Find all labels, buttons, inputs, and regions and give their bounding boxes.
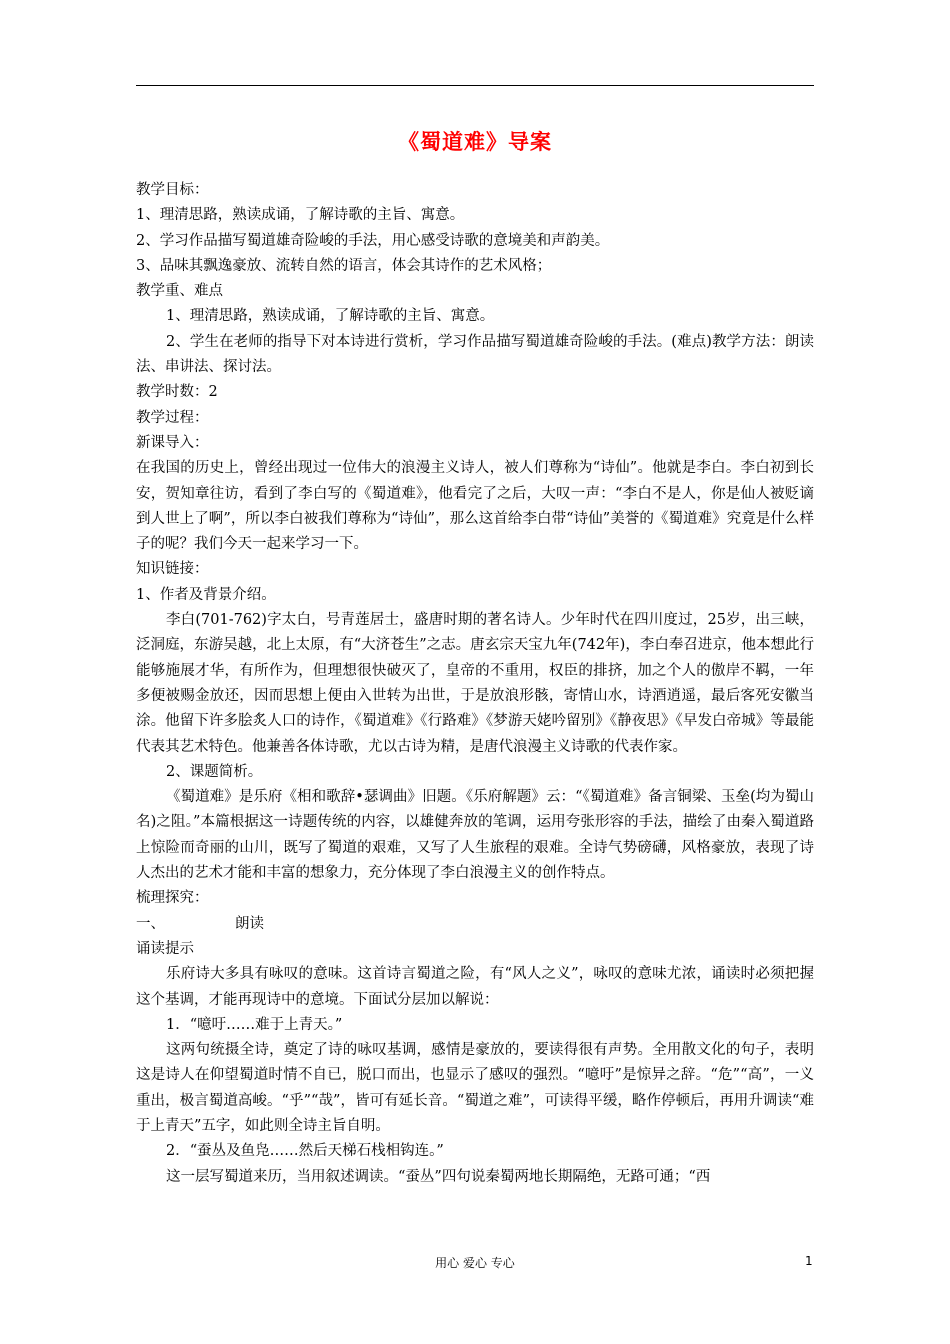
teaching-hours: 教学时数：2	[136, 384, 218, 401]
reading-point-2: 2．“蚕丛及鱼凫……然后天梯石栈相钩连。”	[166, 1143, 444, 1160]
knowledge-item-1: 1、作者及背景介绍。	[136, 586, 276, 603]
header-rule	[136, 85, 814, 86]
title-analysis-paragraph: 《蜀道难》是乐府《相和歌辞•瑟调曲》旧题。《乐府解题》云：“《蜀道难》备言铜梁、玉垒(均为蜀山名)之阻。”本篇根据这一诗题传统的内容，以雄健奔放的笔调，运用夸张形容的手法，描绘了由秦入蜀道路上惊险而奇丽的山川，既写了蜀道的艰难，又写了人生旅程的艰难。全诗气势磅礴，风格豪放，表现了诗人杰出的艺术才能和丰富的想象力，充分体现了李白浪漫主义的创作特点。	[136, 789, 814, 882]
section-heading-intro: 新课导入：	[136, 434, 209, 451]
author-paragraph: 李白(701-762)字太白，号青莲居士，盛唐时期的著名诗人。少年时代在四川度过，25岁，出三峡，泛洞庭，东游吴越，北上太原，有“大济苍生”之志。唐玄宗天宝九年(742年)，李白奉召进京，他本想此行能够施展才华，有所作为，但理想很快破灭了，皇帝的不重用，权臣的排挤，加之个人的傲岸不羁，一年多便被赐金放还，因而思想上便由入世转为出世，于是放浪形骸，寄情山水，诗酒逍遥，最后客死安徽当涂。他留下许多脍炙人口的诗作，《蜀道难》《行路难》《梦游天姥吟留别》《静夜思》《早发白帝城》等最能代表其艺术特色。他兼善各体诗歌，尤以古诗为精，是唐代浪漫主义诗歌的代表作家。	[136, 612, 814, 755]
section-heading-knowledge: 知识链接：	[136, 561, 209, 578]
goal-item-2: 2、学习作品描写蜀道雄奇险峻的手法，用心感受诗歌的意境美和声韵美。	[136, 232, 610, 249]
reading-point-1: 1．“噫吁……难于上青天。”	[166, 1016, 343, 1033]
footer-text: 用心 爱心 专心	[435, 1256, 515, 1270]
section-heading-key-points: 教学重、难点	[136, 283, 223, 300]
reading-point-1-paragraph: 这两句统摄全诗，奠定了诗的咏叹基调，感情是豪放的，要读得很有声势。全用散文化的句子，表明这是诗人在仰望蜀道时情不自已，脱口而出，也显示了感叹的强烈。“噫吁”是惊异之辞。“危”“高”，一义重出，极言蜀道高峻。“乎”“哉”，皆可有延长音。“蜀道之难”，可读得平缓，略作停顿后，再用升调读“难于上青天”五字，如此则全诗主旨自明。	[136, 1042, 814, 1134]
explore-item-1	[136, 912, 814, 937]
section-heading-process: 教学过程：	[136, 409, 209, 426]
goal-item-3: 3、品味其飘逸豪放、流转自然的语言，体会其诗作的艺术风格；	[136, 257, 552, 274]
reading-tips-paragraph: 乐府诗大多具有咏叹的意味。这首诗言蜀道之险，有“风人之义”，咏叹的意味尤浓，诵读时必须把握这个基调，才能再现诗中的意境。下面试分层加以解说：	[136, 966, 814, 1008]
page-number: 1	[805, 1254, 813, 1268]
key-point-1: 1、理清思路，熟读成诵，了解诗歌的主旨、寓意。	[166, 308, 495, 325]
key-point-2: 2、学生在老师的指导下对本诗进行赏析，学习作品描写蜀道雄奇险峻的手法。(难点)教学方法：朗读法、串讲法、探讨法。	[136, 333, 814, 376]
section-heading-reading-tips: 诵读提示	[136, 940, 194, 957]
intro-paragraph: 在我国的历史上，曾经出现过一位伟大的浪漫主义诗人，被人们尊称为“诗仙”。他就是李白。李白初到长安，贺知章往访，看到了李白写的《蜀道难》，他看完了之后，大叹一声：“李白不是人，你是仙人被贬谪到人世上了啊”，所以李白被我们尊称为“诗仙”，那么这首给李白带“诗仙”美誉的《蜀道难》究竟是什么样子的呢？我们今天一起来学习一下。	[136, 460, 814, 553]
knowledge-item-2: 2、课题简析。	[166, 763, 263, 780]
section-heading-explore: 梳理探究：	[136, 890, 209, 907]
document-title: 《蜀道难》导案	[398, 130, 552, 154]
goal-item-1: 1、理清思路，熟读成诵，了解诗歌的主旨、寓意。	[136, 207, 465, 224]
explore-item-1-number: 一、	[136, 915, 165, 932]
document-body	[136, 178, 814, 1190]
section-heading-goals: 教学目标：	[136, 182, 209, 198]
reading-point-2-paragraph: 这一层写蜀道来历，当用叙述调读。“蚕丛”四句说秦蜀两地长期隔绝，无路可通；“西	[166, 1168, 711, 1185]
explore-item-1-label: 朗读	[235, 915, 264, 932]
